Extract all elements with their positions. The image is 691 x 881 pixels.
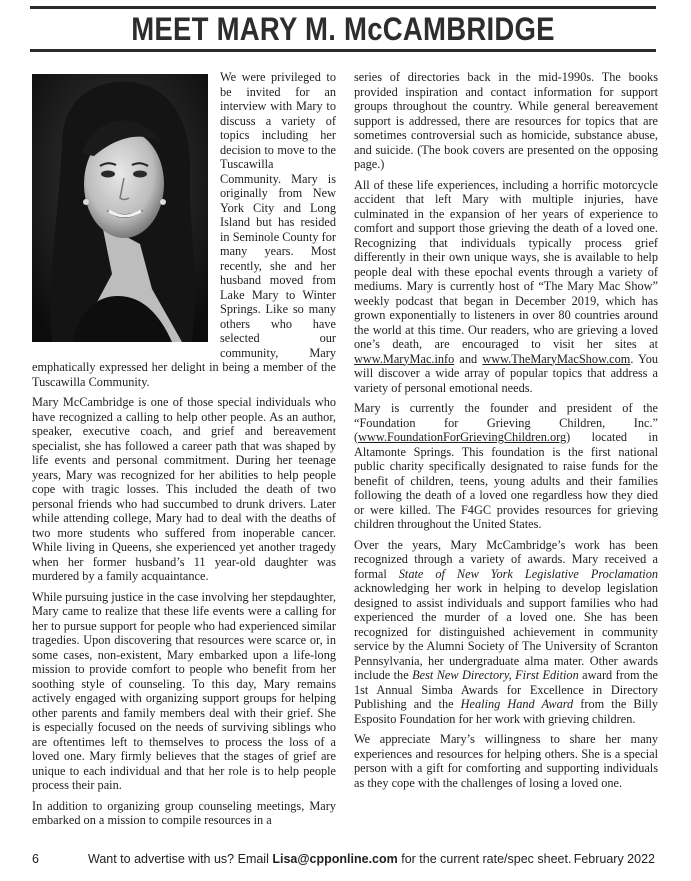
text-fragment: Want to advertise with us? Email (88, 852, 273, 866)
text-fragment: Mary is currently the founder and president of the “Foundation for Grieving Children, Inc.” ( (354, 401, 658, 444)
text-fragment: and (454, 351, 483, 366)
award-title: Healing Hand Award (460, 697, 574, 711)
paragraph-closing: We appreciate Mary’s willingness to share her many experiences and resources for helping others. She is a special person with a gift for comforting and supporting individuals as they cope with the challenges of losing a loved one. (354, 732, 658, 790)
text-fragment: award from the 1st Annual Simba Awards for Excellence in Directory Publishing and the (354, 668, 658, 711)
text-fragment: Over the years, Mary McCambridge’s work has been recognized through a variety of awards. Mary received a formal (354, 537, 658, 581)
paragraph-awards (354, 538, 658, 727)
award-title: State of New York Legislative Proclamation (398, 566, 658, 581)
text-fragment: . You will discover a wide array of popular topics that address a variety of personal emotional needs. (354, 351, 659, 395)
header-bottom-rule (30, 49, 656, 52)
page-footer (0, 852, 691, 872)
paragraph-intro: We were privileged to be invited for an interview with Mary to discuss a variety of topics including her decision to move to the Tuscawilla Community. Mary is originally from New York City and Long Island but has resided in Seminole County for many years. Most recently, she and her husband moved from Lake Mary to Winter Springs. Like so many others who have selected our community, Mary emphatically expressed her delight in being a member of the Tuscawilla Community. (32, 70, 336, 389)
issue-date: February 2022 (573, 852, 655, 866)
paragraph-directories: series of directories back in the mid-1990s. The books provided inspiration and contact information for support groups throughout the country. While general bereavement support is addressed, there are resources for topics that are sometimes controversial such as homicide, substance abuse, and suicide. (The book covers are presented on the opposing page.) (354, 70, 658, 171)
page-title: MEET MARY M. McCAMBRIDGE (131, 11, 555, 47)
award-title: Best New Directory, First Edition (412, 668, 579, 682)
portrait-photo (32, 74, 208, 342)
article-left-column (32, 70, 336, 834)
article-right-column (354, 70, 658, 796)
paragraph-calling: Mary McCambridge is one of those special individuals who have recognized a calling to help other people. As an author, speaker, executive coach, and grief and bereavement specialist, she has followed a career path that was shaped by life events and personal commitment. During her teenage years, Mary was recognized for her abilities to help people cope with tragic losses. This included the death of two personal friends who had succumbed to drunk drivers. Later while attending college, Mary had to deal with the deaths of two more students who suffered from inoperable cancer. While living in Queens, she experienced yet another tragedy when her former husband’s 11 year-old daughter was murdered by a family acquaintance. (32, 395, 336, 583)
header-top-rule (30, 6, 656, 9)
paragraph-resources-start: In addition to organizing group counseling meetings, Mary embarked on a mission to compile resources in a (32, 798, 336, 827)
link-marymacshow[interactable]: www.TheMaryMacShow.com (482, 351, 631, 366)
link-marymac-info[interactable]: www.MaryMac.info (354, 351, 455, 366)
text-fragment: ) located in Altamonte Springs. This foundation is the first national public charity specifically designated to raise funds for the benefit of children, teens, young adults and their families following the death of a loved one regardless how they died or were killed. The F4GC provides resources for grieving children throughout the United States. (354, 430, 658, 531)
paragraph-foundation (354, 401, 658, 532)
link-grieving-children[interactable]: www.FoundationForGrievingChildren.org (358, 430, 567, 444)
text-fragment: acknowledging her work in helping to develop legislation designed to assist individuals and support families who had experienced the murder of a loved one. She has been recognized for distinguished achievement in community service by the Alumni Society of The University of Scranton Pennsylvania, her undergraduate alma mater. Other awards include the (354, 581, 658, 682)
paragraph-podcast (354, 178, 658, 396)
text-fragment: for the current rate/spec sheet. (397, 852, 572, 866)
advertise-email[interactable]: Lisa@cpponline.com (272, 852, 398, 866)
page-number: 6 (32, 852, 39, 866)
text-fragment: All of these life experiences, including a horrific motorcycle accident that left Mary with multiple injuries, have culminated in the expansion of her years of experience to comfort and support those grieving the death of a loved one. Recognizing that individuals typically process grief differently in their own unique ways, she is available to help people deal with these epochal events through a variety of mediums. Mary is currently host of “The Mary Mac Show” weekly podcast that began in December 2019, which has grown exponentially to listeners in over 80 countries around the world at this time. Our readers, who are grieving a loved one’s death, are encouraged to visit her sites at (354, 177, 658, 351)
advertise-notice (88, 852, 571, 866)
text-fragment: from the Billy Esposito Foundation for her work with grieving children. (354, 697, 659, 726)
paragraph-mission: While pursuing justice in the case involving her stepdaughter, Mary came to realize that these life events were a calling for her to pursue support for people who had experienced similar tragedies. Upon discovering that resources were scarce or, in some cases, non-existent, Mary embarked upon a life-long mission to provide comfort to people who benefit from her soothing style of counseling. To this day, Mary remains actively engaged with organizing support groups for helping other parents and family members deal with their grief. She is especially focused on the needs of surviving siblings who are oftentimes left to themselves to process the loss of a loved one. Mary firmly believes that the stages of grief are unique to each individual and that her role is to help people process their pain. (32, 589, 336, 792)
